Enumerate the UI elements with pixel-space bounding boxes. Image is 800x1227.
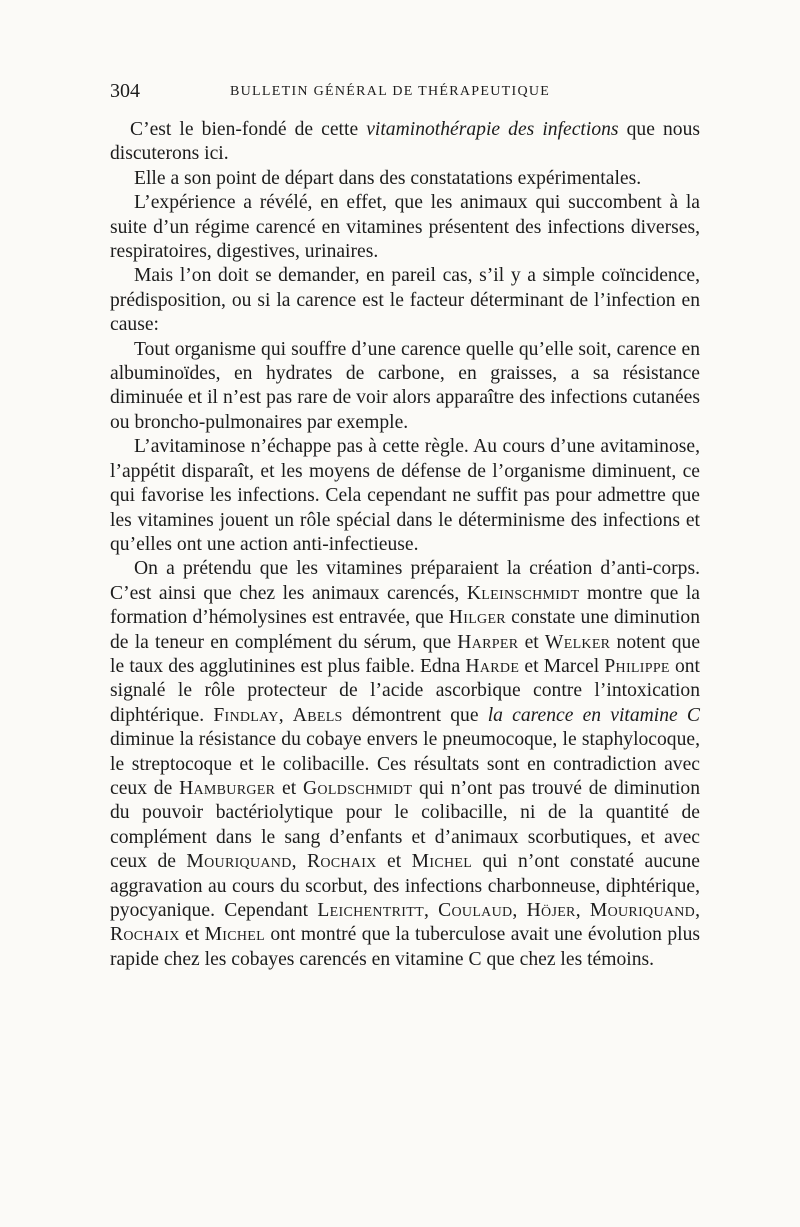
paragraph-7: On a prétendu que les vitamines préparaient la création d’anti-corps. C’est ainsi que chez les animaux carencés, Kleinschmidt montre que la formation d’hémolysines est entravée, que Hilger constate une diminution de la teneur en complément du sérum, que Harper et Welker notent que le taux des agglutinines est plus faible. Edna Harde et Marcel Philippe ont signalé le rôle protecteur de l’acide ascorbique contre l’intoxication diphtérique. Findlay, Abels démontrent que la carence en vitamine C diminue la résistance du cobaye envers le pneumocoque, le staphylocoque, le streptocoque et le colibacille. Ces résultats sont en contradiction avec ceux de Hamburger et Goldschmidt qui n’ont pas trouvé de diminution du pouvoir bactériolytique pour le colibacille, ni de la quantité de complément dans le sang d’enfants et d’animaux scorbutiques, et avec ceux de Mouriquand, Rochaix et Michel qui n’ont constaté aucune aggravation au cours du scorbut, des infections charbonneuse, diphtérique, pyocyanique. Cependant Leichentritt, Coulaud, Höjer, Mouriquand, Rochaix et Michel ont montré que la tuberculose avait une évolution plus rapide chez les cobayes carencés en vitamine C que chez les témoins. [110,558,701,970]
running-title: BULLETIN GÉNÉRAL DE THÉRAPEUTIQUE [230,84,551,99]
author-name: Findlay [213,704,279,726]
author-name: Michel [204,924,266,946]
author-name: Michel [411,851,473,873]
author-name: Hamburger [179,777,276,799]
page-number: 304 [110,80,140,102]
author-name: Harde [465,655,520,677]
author-name: Hilger [448,607,506,629]
author-name: Goldschmidt [302,777,413,799]
emphasis-vitaminotherapie: vitaminothérapie des infections [366,119,619,140]
author-name: Mouriquand [186,851,292,873]
emphasis-carence-vitamine-c: la carence en vitamine C [487,704,700,726]
page-header [110,80,700,104]
author-name: Abels [292,704,343,726]
paragraph-1: C’est le bien-fondé de cette vitaminothérapie des infections que nous discuterons ici. [110,119,701,165]
author-name: Welker [544,631,611,653]
paragraph-4: Mais l’on doit se demander, en pareil cas, s’il y a simple coïncidence, prédisposition, ou si la carence est le facteur déterminant de l’infection en cause: [110,265,700,336]
paragraph-3: L’expérience a révélé, en effet, que les animaux qui succombent à la suite d’un régime carencé en vitamines présentent des infections diverses, respiratoires, digestives, urinaires. [110,192,700,263]
author-name: Rochaix [110,924,180,946]
author-name: Kleinschmidt [466,582,580,604]
author-name: Coulaud [438,900,513,921]
author-name: Leichentritt [317,900,424,921]
author-name: Mouriquand [589,900,696,921]
author-name: Höjer [526,900,576,921]
paragraph-5: Tout organisme qui souffre d’une carence quelle qu’elle soit, carence en albuminoïdes, en hydrates de carbone, en graisses, a sa résistance diminuée et il n’est pas rare de voir alors apparaître des infections cutanées ou broncho-pulmonaires par exemple. [110,338,700,433]
paragraph-6: L’avitaminose n’échappe pas à cette règle. Au cours d’une avitaminose, l’appétit disparaît, et les moyens de défense de l’organisme diminuent, ce qui favorise les infections. Cela cependant ne suffit pas pour admettre que les vitamines jouent un rôle spécial dans le déterminisme des infections et qu’elles ont une action anti-infectieuse. [110,436,700,555]
paragraph-2: Elle a son point de départ dans des constatations expérimentales. [134,167,642,189]
author-name: Philippe [604,655,670,677]
author-name: Harper [457,631,519,653]
author-name: Rochaix [306,851,377,873]
body-text [110,118,700,972]
